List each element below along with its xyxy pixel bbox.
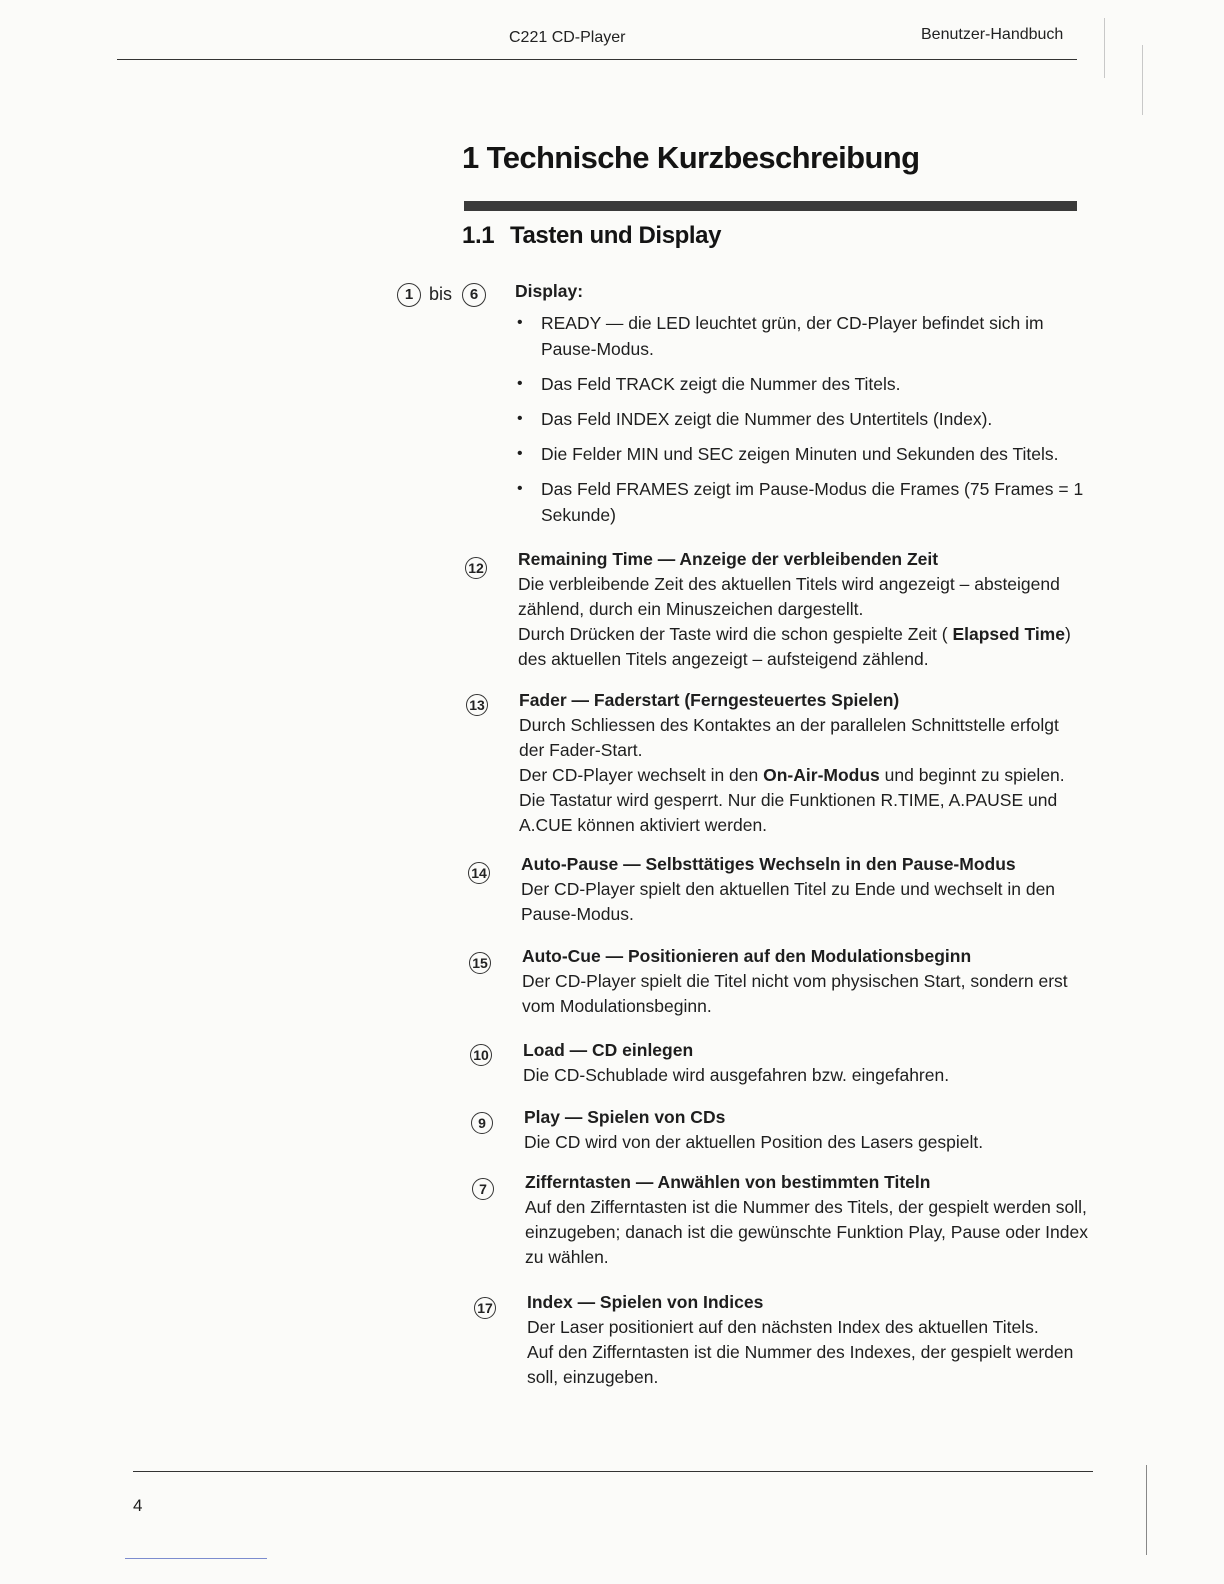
- marker-bis: bis: [429, 284, 453, 304]
- section-item-title: Index — Spielen von Indices: [527, 1292, 764, 1312]
- section-item-title: Remaining Time — Anzeige der verbleibenden Zeit: [518, 549, 939, 569]
- marker-circle-1: 1: [397, 283, 421, 307]
- marker-circle-6: 6: [462, 283, 486, 307]
- auto-pause-section: [521, 852, 1081, 927]
- display-bullet: • READY — die LED leuchtet grün, der CD-Player befindet sich im Pause-Modus.: [515, 310, 1090, 362]
- section-item-text: Der Laser positioniert auf den nächsten Index des aktuellen Titels.: [527, 1317, 1039, 1337]
- marker-circle-14: 14: [468, 862, 490, 884]
- play-section: [524, 1105, 1084, 1155]
- marker-circle-9: 9: [471, 1112, 493, 1134]
- auto-cue-section: [522, 944, 1087, 1019]
- section-item-text: Auf den Zifferntasten ist die Nummer des Titels, der gespielt werden soll, einzugeben; danach ist die gewünschte Funktion Play, Pause oder Index zu wählen.: [525, 1197, 1088, 1267]
- header-center-title: C221 CD-Player: [509, 29, 626, 46]
- display-bullet: • Die Felder MIN und SEC zeigen Minuten und Sekunden des Titels.: [515, 441, 1090, 467]
- section-item-text: Die verbleibende Zeit des aktuellen Titels wird angezeigt – absteigend zählend, durch ein Minuszeichen dargestellt.: [518, 574, 1060, 619]
- chapter-title: 1 Technische Kurzbeschreibung: [462, 140, 920, 175]
- section-item-title: Zifferntasten — Anwählen von bestimmten Titeln: [525, 1172, 931, 1192]
- display-bullet-list: [515, 310, 1090, 528]
- section-title-text: Tasten und Display: [510, 222, 722, 249]
- section-title: [462, 222, 721, 250]
- section-item-text: Die CD-Schublade wird ausgefahren bzw. eingefahren.: [523, 1065, 950, 1085]
- remaining-time-section: [518, 547, 1083, 672]
- footer-rule: [133, 1471, 1093, 1472]
- display-bullet: • Das Feld FRAMES zeigt im Pause-Modus die Frames (75 Frames = 1 Sekunde): [515, 476, 1090, 528]
- marker-circle-12: 12: [465, 557, 487, 579]
- section-item-text: Durch Schliessen des Kontaktes an der parallelen Schnittstelle erfolgt der Fader-Start.: [519, 715, 1059, 760]
- display-bullet: • Das Feld INDEX zeigt die Nummer des Untertitels (Index).: [515, 406, 1090, 432]
- section-item-text: Der CD-Player spielt den aktuellen Titel zu Ende und wechselt in den Pause-Modus.: [521, 879, 1056, 924]
- index-section: [527, 1290, 1095, 1390]
- section-item-text: Die CD wird von der aktuellen Position des Lasers gespielt.: [524, 1132, 984, 1152]
- section-item-title: Play — Spielen von CDs: [524, 1107, 726, 1127]
- section-item-title: Auto-Pause — Selbsttätiges Wechseln in den Pause-Modus: [521, 854, 1016, 874]
- zifferntasten-section: [525, 1170, 1093, 1270]
- header-right-title: Benutzer-Handbuch: [921, 26, 1064, 43]
- display-title: Display:: [515, 281, 584, 301]
- footer-blue-line: [125, 1558, 267, 1559]
- section-item-text: Auf den Zifferntasten ist die Nummer des Indexes, der gespielt werden soll, einzugeben.: [527, 1342, 1074, 1387]
- section-number: 1.1: [462, 222, 495, 249]
- marker-circle-7: 7: [472, 1178, 494, 1200]
- display-bullet: • Das Feld TRACK zeigt die Nummer des Titels.: [515, 371, 1090, 397]
- section-item-text: Durch Drücken der Taste wird die schon gespielte Zeit ( Elapsed Time) des aktuellen Titels angezeigt – aufsteigend zählend.: [518, 624, 1071, 669]
- page-edge-mark: [1104, 18, 1105, 78]
- section-item-title: Load — CD einlegen: [523, 1040, 694, 1060]
- display-section: [515, 279, 1090, 537]
- section-item-text: Der CD-Player spielt die Titel nicht vom physischen Start, sondern erst vom Modulationsbeginn.: [522, 971, 1068, 1016]
- marker-circle-13: 13: [466, 694, 488, 716]
- chapter-bar: [464, 201, 1077, 211]
- load-section: [523, 1038, 1083, 1088]
- section-item-title: Auto-Cue — Positionieren auf den Modulationsbeginn: [522, 946, 972, 966]
- section-item-title: Fader — Faderstart (Ferngesteuertes Spielen): [519, 690, 900, 710]
- marker-circle-15: 15: [469, 952, 491, 974]
- fader-section: [519, 688, 1074, 838]
- page-edge-mark: [1142, 45, 1143, 115]
- marker-circle-10: 10: [470, 1044, 492, 1066]
- header-rule: [117, 59, 1077, 60]
- marker-circle-17: 17: [474, 1297, 496, 1319]
- page-edge-mark: [1146, 1465, 1147, 1555]
- page-number: 4: [133, 1496, 143, 1515]
- section-item-text: Der CD-Player wechselt in den On-Air-Modus und beginnt zu spielen. Die Tastatur wird gesperrt. Nur die Funktionen R.TIME, A.PAUSE und A.CUE können aktiviert werden.: [519, 765, 1065, 835]
